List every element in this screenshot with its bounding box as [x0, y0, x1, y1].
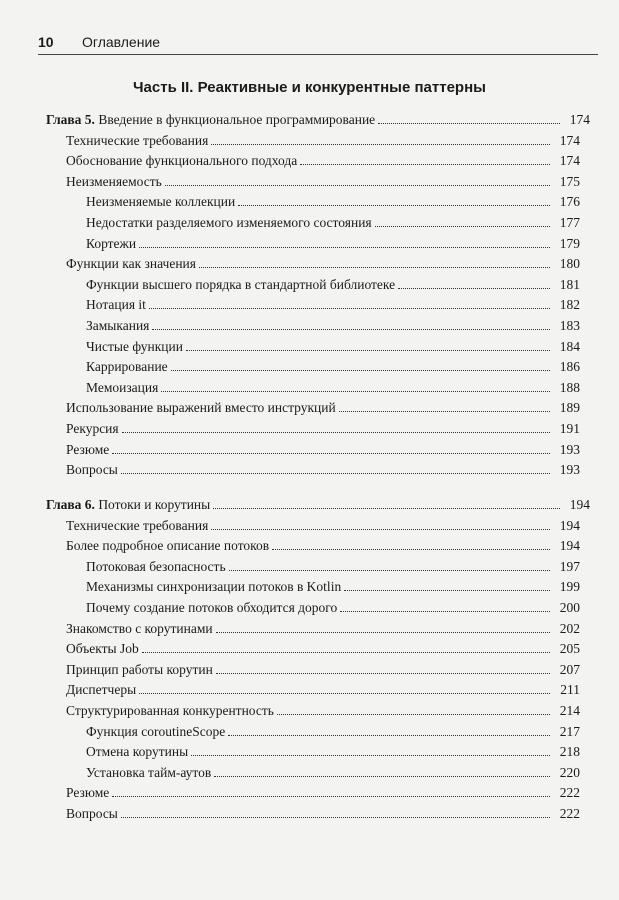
entry-title: Объекты Job — [66, 641, 139, 657]
toc-entry — [86, 295, 580, 315]
toc-entry — [66, 660, 580, 680]
toc-entry — [66, 460, 580, 480]
entry-page: 207 — [559, 661, 580, 677]
toc-entry — [66, 516, 580, 536]
toc-entry — [66, 131, 580, 151]
toc-entry — [66, 701, 580, 721]
entry-page: 218 — [559, 744, 580, 760]
entry-page: 222 — [559, 806, 580, 821]
entry-page: 186 — [559, 359, 580, 375]
chapter-row — [46, 110, 590, 130]
dot-leader — [344, 589, 550, 591]
entry-page: 193 — [559, 462, 580, 478]
entry-title: Принцип работы корутин — [66, 661, 213, 677]
dot-leader — [214, 775, 550, 777]
entry-page: 191 — [559, 421, 580, 436]
toc-entry — [66, 536, 580, 556]
dot-leader — [121, 816, 550, 818]
chapter-name: Введение в функциональное программирование — [98, 112, 376, 127]
dot-leader — [340, 610, 550, 612]
entry-title: Недостатки разделяемого изменяемого состояния — [86, 215, 372, 230]
toc-entry — [86, 598, 580, 618]
entry-page: 200 — [559, 600, 580, 615]
dot-leader — [199, 266, 550, 268]
entry-title: Функция coroutineScope — [86, 723, 226, 739]
entry-page: 183 — [559, 318, 580, 333]
entry-title: Каррирование — [86, 359, 168, 375]
toc-entry — [66, 254, 580, 274]
dot-leader — [112, 795, 550, 797]
chapter-name: Потоки и корутины — [98, 497, 211, 512]
chapter-title — [46, 110, 375, 130]
entry-page: 181 — [559, 276, 580, 292]
entry-title: Резюме — [66, 441, 110, 457]
entry-page: 175 — [559, 173, 580, 189]
chapter-row — [46, 495, 590, 515]
dot-leader — [277, 713, 550, 715]
toc-entry — [66, 172, 580, 192]
toc-entry — [66, 151, 580, 171]
entry-page: 174 — [559, 132, 580, 148]
entry-title: Установка тайм-аутов — [86, 764, 212, 780]
entry-page: 202 — [559, 620, 580, 636]
entry-page: 179 — [559, 235, 580, 251]
entry-title: Использование выражений вместо инструкций — [66, 400, 336, 416]
dot-leader — [165, 184, 550, 186]
toc-entry — [86, 357, 580, 377]
entry-page: 189 — [559, 400, 580, 416]
entry-title: Технические требования — [66, 517, 209, 533]
entry-title: Функции как значения — [66, 256, 196, 272]
entry-page: 194 — [559, 517, 580, 533]
toc-entry — [66, 398, 580, 418]
toc-entry — [66, 680, 580, 700]
toc-entry — [86, 577, 580, 597]
toc-entry — [66, 440, 580, 460]
entry-page: 188 — [559, 379, 580, 395]
toc-entry — [86, 337, 580, 357]
entry-title: Мемоизация — [86, 379, 159, 395]
dot-leader — [161, 390, 550, 392]
entry-title: Нотация it — [86, 297, 146, 313]
dot-leader — [216, 631, 550, 633]
dot-leader — [238, 204, 550, 206]
part-title: Часть II. Реактивные и конкурентные паттерны — [133, 79, 486, 96]
entry-title: Структурированная конкурентность — [66, 703, 274, 718]
toc-entry — [66, 783, 580, 803]
toc-entry — [66, 804, 580, 824]
dot-leader — [228, 734, 550, 736]
entry-title: Потоковая безопасность — [86, 558, 226, 574]
entry-page: 180 — [559, 256, 580, 272]
toc-entry — [86, 213, 580, 233]
dot-leader — [191, 754, 550, 756]
dot-leader — [139, 246, 550, 248]
entry-page: 217 — [559, 723, 580, 739]
toc-entry — [86, 742, 580, 762]
dot-leader — [300, 163, 550, 165]
dot-leader — [122, 431, 550, 433]
entry-title: Знакомство с корутинами — [66, 620, 213, 636]
dot-leader — [211, 143, 550, 145]
toc-entry — [86, 763, 580, 783]
entry-title: Неизменяемые коллекции — [86, 194, 236, 210]
page-number: 10 — [38, 34, 54, 50]
entry-title: Неизменяемость — [66, 173, 162, 189]
dot-leader — [152, 328, 550, 330]
toc-entry — [86, 275, 580, 295]
chapter-page: 194 — [569, 497, 590, 512]
dot-leader — [378, 122, 560, 124]
dot-leader — [339, 410, 550, 412]
dot-leader — [139, 692, 550, 694]
dot-leader — [112, 452, 550, 454]
entry-title: Чистые функции — [86, 338, 183, 354]
dot-leader — [142, 651, 550, 653]
dot-leader — [149, 307, 550, 309]
chapter-title — [46, 495, 210, 515]
entry-page: 174 — [559, 153, 580, 169]
entry-page: 184 — [559, 338, 580, 354]
entry-title: Механизмы синхронизации потоков в Kotlin — [86, 579, 342, 595]
entry-page: 222 — [559, 785, 580, 801]
entry-page: 193 — [559, 441, 580, 457]
toc-entry — [86, 557, 580, 577]
toc-entry — [86, 722, 580, 742]
entry-page: 199 — [559, 579, 580, 595]
entry-page: 220 — [559, 764, 580, 780]
entry-title: Рекурсия — [66, 421, 119, 436]
dot-leader — [213, 507, 560, 509]
entry-title: Почему создание потоков обходится дорого — [86, 600, 338, 615]
entry-page: 211 — [560, 682, 580, 698]
entry-page: 177 — [559, 215, 580, 230]
entry-title: Обоснование функционального подхода — [66, 153, 298, 169]
entry-page: 194 — [559, 538, 580, 554]
dot-leader — [229, 569, 550, 571]
dot-leader — [216, 672, 550, 674]
entry-title: Отмена корутины — [86, 744, 189, 760]
chapter-label: Глава 6. — [46, 497, 95, 512]
toc-entry — [66, 419, 580, 439]
dot-leader — [398, 287, 550, 289]
dot-leader — [272, 548, 550, 550]
entry-page: 176 — [559, 194, 580, 210]
toc-entry — [86, 316, 580, 336]
running-header-title: Оглавление — [82, 34, 161, 50]
toc-entry — [66, 639, 580, 659]
chapter-page: 174 — [569, 112, 590, 127]
dot-leader — [375, 225, 550, 227]
toc-entry — [86, 234, 580, 254]
chapter-label: Глава 5. — [46, 112, 95, 127]
entry-page: 205 — [559, 641, 580, 657]
entry-title: Вопросы — [66, 806, 118, 821]
entry-title: Кортежи — [86, 235, 137, 251]
dot-leader — [121, 472, 550, 474]
entry-title: Более подробное описание потоков — [66, 538, 270, 554]
entry-title: Резюме — [66, 785, 110, 801]
dot-leader — [211, 528, 550, 530]
entry-title: Вопросы — [66, 462, 118, 478]
toc-entry — [86, 192, 580, 212]
entry-title: Функции высшего порядка в стандартной библиотеке — [86, 276, 396, 292]
entry-title: Технические требования — [66, 132, 209, 148]
entry-page: 182 — [559, 297, 580, 313]
toc-entry — [86, 378, 580, 398]
toc-entry — [66, 619, 580, 639]
dot-leader — [171, 369, 550, 371]
dot-leader — [186, 349, 550, 351]
running-header — [38, 34, 598, 55]
entry-page: 197 — [559, 558, 580, 574]
entry-title: Диспетчеры — [66, 682, 137, 698]
entry-page: 214 — [559, 703, 580, 718]
entry-title: Замыкания — [86, 318, 150, 333]
